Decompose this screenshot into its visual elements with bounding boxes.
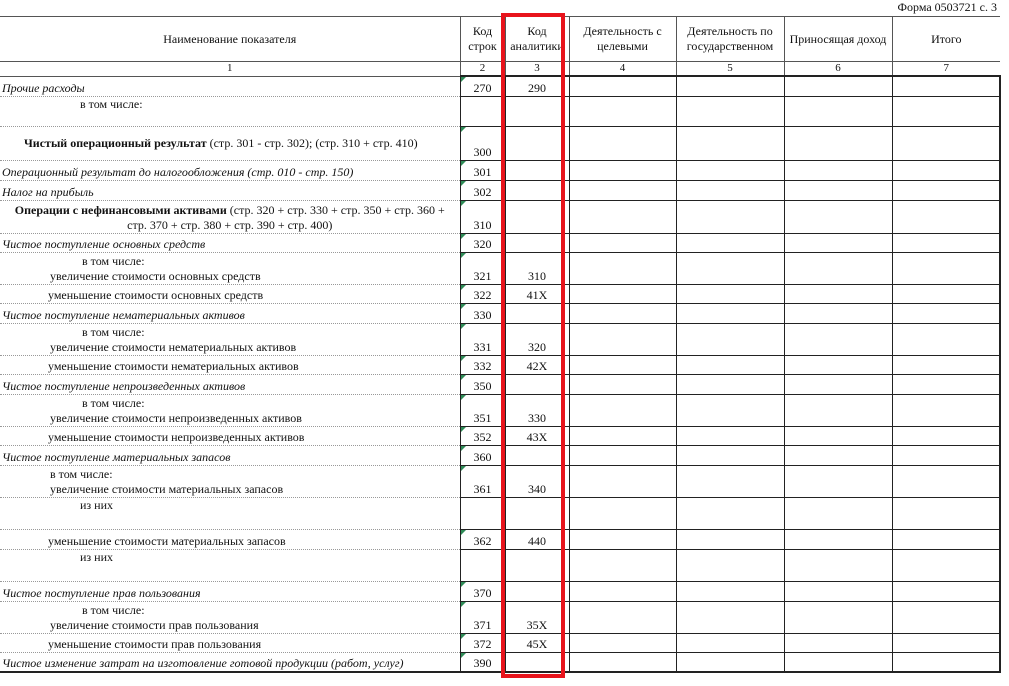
value-cell: [784, 76, 892, 96]
table-row: [0, 252, 1000, 284]
table-row: [0, 355, 1000, 374]
value-cell: [676, 581, 784, 601]
value-cell: [569, 394, 676, 426]
value-cell: [569, 465, 676, 497]
value-cell: [892, 200, 1000, 233]
value-cell: [784, 601, 892, 633]
value-cell: [676, 394, 784, 426]
col-number: 6: [784, 62, 892, 77]
value-cell: [784, 445, 892, 465]
header-analytics-code: Код аналитики: [505, 17, 569, 62]
row-sub-caption: в том числе:: [82, 253, 145, 268]
value-cell: [892, 323, 1000, 355]
row-label: Чистое изменение затрат на изготовление готовой продукции (работ, услуг): [0, 652, 460, 672]
row-code: 372: [460, 633, 505, 652]
value-cell: [676, 96, 784, 126]
form-reference: Форма 0503721 с. 3: [897, 0, 997, 14]
row-code: 320: [460, 233, 505, 252]
value-cell: [892, 284, 1000, 303]
row-label-text: увеличение стоимости прав пользования: [50, 617, 259, 632]
analytics-code: 320: [505, 323, 569, 355]
analytics-code: [505, 581, 569, 601]
value-cell: [784, 529, 892, 549]
value-cell: [784, 549, 892, 581]
table-row: [0, 160, 1000, 180]
table-row: [0, 233, 1000, 252]
row-sub-caption: в том числе:: [82, 324, 145, 339]
row-label: [0, 394, 460, 426]
row-code: 351: [460, 394, 505, 426]
header-row-code: Код строк: [460, 17, 505, 62]
row-label: уменьшение стоимости непроизведенных активов: [0, 426, 460, 445]
col-number: 1: [0, 62, 460, 77]
value-cell: [569, 374, 676, 394]
table-row: [0, 126, 1000, 160]
row-label-text: увеличение стоимости непроизведенных активов: [50, 410, 302, 425]
row-sub-caption: в том числе:: [50, 466, 113, 481]
row-code: [460, 549, 505, 581]
table-row: [0, 549, 1000, 581]
value-cell: [569, 96, 676, 126]
analytics-code: [505, 497, 569, 529]
analytics-code: 310: [505, 252, 569, 284]
table-row: [0, 445, 1000, 465]
row-label: из них: [0, 497, 460, 529]
value-cell: [569, 284, 676, 303]
analytics-code: [505, 303, 569, 323]
value-cell: [676, 233, 784, 252]
value-cell: [569, 652, 676, 672]
row-label: [0, 160, 460, 180]
table-row: [0, 529, 1000, 549]
value-cell: [892, 96, 1000, 126]
row-code: 270: [460, 76, 505, 96]
analytics-code: [505, 549, 569, 581]
value-cell: [569, 445, 676, 465]
value-cell: [892, 497, 1000, 529]
report-table: [0, 16, 1001, 673]
row-label: [0, 200, 460, 233]
row-code: [460, 497, 505, 529]
row-label: [0, 252, 460, 284]
analytics-code: [505, 233, 569, 252]
col-number: 3: [505, 62, 569, 77]
row-label: уменьшение стоимости прав пользования: [0, 633, 460, 652]
row-label: Чистое поступление непроизведенных активов: [0, 374, 460, 394]
row-code: 301: [460, 160, 505, 180]
value-cell: [569, 76, 676, 96]
analytics-code: [505, 652, 569, 672]
analytics-code: 340: [505, 465, 569, 497]
value-cell: [676, 200, 784, 233]
value-cell: [569, 252, 676, 284]
row-label: Налог на прибыль: [0, 180, 460, 200]
value-cell: [892, 581, 1000, 601]
table-row: [0, 633, 1000, 652]
value-cell: [676, 252, 784, 284]
value-cell: [892, 355, 1000, 374]
row-label-text: Операционный результат до налогообложения: [2, 164, 245, 179]
table-row: [0, 96, 1000, 126]
row-code: 360: [460, 445, 505, 465]
value-cell: [676, 633, 784, 652]
table-row: [0, 497, 1000, 529]
analytics-code: 330: [505, 394, 569, 426]
row-sub-caption: в том числе:: [82, 395, 145, 410]
value-cell: [784, 303, 892, 323]
row-label-bold: Чистый операционный результат: [24, 135, 207, 150]
value-cell: [569, 426, 676, 445]
analytics-code: 43X: [505, 426, 569, 445]
value-cell: [569, 323, 676, 355]
value-cell: [784, 126, 892, 160]
row-label: [0, 601, 460, 633]
value-cell: [892, 76, 1000, 96]
analytics-code: 35X: [505, 601, 569, 633]
row-formula: (стр. 320 + стр. 330 + стр. 350 + стр. 360 + стр. 370 + стр. 380 + стр. 390 + стр. 400): [127, 202, 445, 232]
row-code: 350: [460, 374, 505, 394]
value-cell: [784, 355, 892, 374]
value-cell: [569, 529, 676, 549]
row-label: Чистое поступление основных средств: [0, 233, 460, 252]
row-code: 321: [460, 252, 505, 284]
row-formula: (стр. 301 - стр. 302); (стр. 310 + стр. 410): [209, 135, 418, 150]
value-cell: [784, 180, 892, 200]
value-cell: [569, 233, 676, 252]
value-cell: [676, 601, 784, 633]
value-cell: [892, 160, 1000, 180]
value-cell: [676, 497, 784, 529]
table-row: [0, 581, 1000, 601]
analytics-code: [505, 180, 569, 200]
value-cell: [784, 252, 892, 284]
column-numbers-row: [0, 62, 1000, 77]
value-cell: [676, 76, 784, 96]
row-sub-caption: в том числе:: [82, 602, 145, 617]
value-cell: [569, 180, 676, 200]
analytics-code: 41X: [505, 284, 569, 303]
value-cell: [892, 465, 1000, 497]
row-code: 362: [460, 529, 505, 549]
value-cell: [569, 355, 676, 374]
value-cell: [892, 233, 1000, 252]
row-label: в том числе:: [0, 96, 460, 126]
row-code: 302: [460, 180, 505, 200]
row-code: 332: [460, 355, 505, 374]
header-targeted-activity: Деятельность с целевыми: [569, 17, 676, 62]
value-cell: [892, 252, 1000, 284]
table-row: [0, 303, 1000, 323]
value-cell: [569, 160, 676, 180]
value-cell: [892, 549, 1000, 581]
header-total: Итого: [892, 17, 1000, 62]
value-cell: [676, 323, 784, 355]
row-code: 361: [460, 465, 505, 497]
analytics-code: [505, 445, 569, 465]
table-row: [0, 76, 1000, 96]
value-cell: [784, 394, 892, 426]
row-label: уменьшение стоимости основных средств: [0, 284, 460, 303]
value-cell: [676, 374, 784, 394]
value-cell: [784, 633, 892, 652]
row-label: Чистое поступление нематериальных активов: [0, 303, 460, 323]
row-label-text: увеличение стоимости материальных запасов: [50, 481, 284, 496]
value-cell: [569, 126, 676, 160]
table-row: [0, 394, 1000, 426]
value-cell: [676, 303, 784, 323]
table-row: [0, 200, 1000, 233]
value-cell: [784, 284, 892, 303]
value-cell: [676, 549, 784, 581]
value-cell: [784, 96, 892, 126]
value-cell: [676, 529, 784, 549]
analytics-code: 290: [505, 76, 569, 96]
row-label: из них: [0, 549, 460, 581]
value-cell: [784, 497, 892, 529]
value-cell: [892, 126, 1000, 160]
value-cell: [784, 426, 892, 445]
table-row: [0, 465, 1000, 497]
value-cell: [676, 160, 784, 180]
row-code: 322: [460, 284, 505, 303]
value-cell: [784, 374, 892, 394]
row-code: 310: [460, 200, 505, 233]
value-cell: [784, 200, 892, 233]
col-number: 5: [676, 62, 784, 77]
col-number: 2: [460, 62, 505, 77]
value-cell: [676, 126, 784, 160]
header-row: [0, 17, 1000, 62]
row-label: уменьшение стоимости нематериальных активов: [0, 355, 460, 374]
row-label: Чистое поступление прав пользования: [0, 581, 460, 601]
value-cell: [676, 284, 784, 303]
value-cell: [569, 581, 676, 601]
value-cell: [892, 426, 1000, 445]
value-cell: [784, 581, 892, 601]
row-code: 371: [460, 601, 505, 633]
value-cell: [784, 652, 892, 672]
value-cell: [569, 549, 676, 581]
row-label: уменьшение стоимости материальных запасов: [0, 529, 460, 549]
value-cell: [784, 160, 892, 180]
value-cell: [784, 233, 892, 252]
row-code: 300: [460, 126, 505, 160]
row-label: Чистое поступление материальных запасов: [0, 445, 460, 465]
table-row: [0, 374, 1000, 394]
row-code: 331: [460, 323, 505, 355]
analytics-code: [505, 374, 569, 394]
analytics-code: [505, 96, 569, 126]
value-cell: [892, 633, 1000, 652]
row-label: [0, 465, 460, 497]
row-label: Прочие расходы: [0, 76, 460, 96]
value-cell: [676, 180, 784, 200]
table-row: [0, 426, 1000, 445]
value-cell: [892, 652, 1000, 672]
row-label: [0, 126, 460, 160]
value-cell: [569, 303, 676, 323]
analytics-code: 42X: [505, 355, 569, 374]
header-income-activity: Приносящая доход: [784, 17, 892, 62]
row-label-bold: Операции с нефинансовыми активами: [14, 202, 227, 217]
col-number: 4: [569, 62, 676, 77]
table-row: [0, 323, 1000, 355]
row-code: 352: [460, 426, 505, 445]
row-label: [0, 323, 460, 355]
value-cell: [676, 426, 784, 445]
analytics-code: 45X: [505, 633, 569, 652]
value-cell: [676, 445, 784, 465]
value-cell: [569, 633, 676, 652]
value-cell: [892, 529, 1000, 549]
analytics-code: [505, 200, 569, 233]
row-formula: (стр. 010 - стр. 150): [247, 164, 354, 179]
value-cell: [569, 497, 676, 529]
value-cell: [676, 652, 784, 672]
row-code: 390: [460, 652, 505, 672]
value-cell: [892, 445, 1000, 465]
value-cell: [676, 355, 784, 374]
header-state-activity: Деятельность по государственном: [676, 17, 784, 62]
table-row: [0, 284, 1000, 303]
row-label-text: увеличение стоимости нематериальных активов: [50, 339, 297, 354]
table-row: [0, 652, 1000, 672]
value-cell: [892, 601, 1000, 633]
col-number: 7: [892, 62, 1000, 77]
row-code: 370: [460, 581, 505, 601]
value-cell: [892, 374, 1000, 394]
analytics-code: [505, 160, 569, 180]
analytics-code: [505, 126, 569, 160]
value-cell: [892, 303, 1000, 323]
value-cell: [569, 601, 676, 633]
analytics-code: 440: [505, 529, 569, 549]
value-cell: [784, 323, 892, 355]
table-row: [0, 180, 1000, 200]
row-code: 330: [460, 303, 505, 323]
value-cell: [676, 465, 784, 497]
header-indicator-name: Наименование показателя: [0, 17, 460, 62]
value-cell: [784, 465, 892, 497]
value-cell: [892, 394, 1000, 426]
row-label-text: увеличение стоимости основных средств: [50, 268, 261, 283]
row-code: [460, 96, 505, 126]
value-cell: [569, 200, 676, 233]
value-cell: [892, 180, 1000, 200]
table-row: [0, 601, 1000, 633]
